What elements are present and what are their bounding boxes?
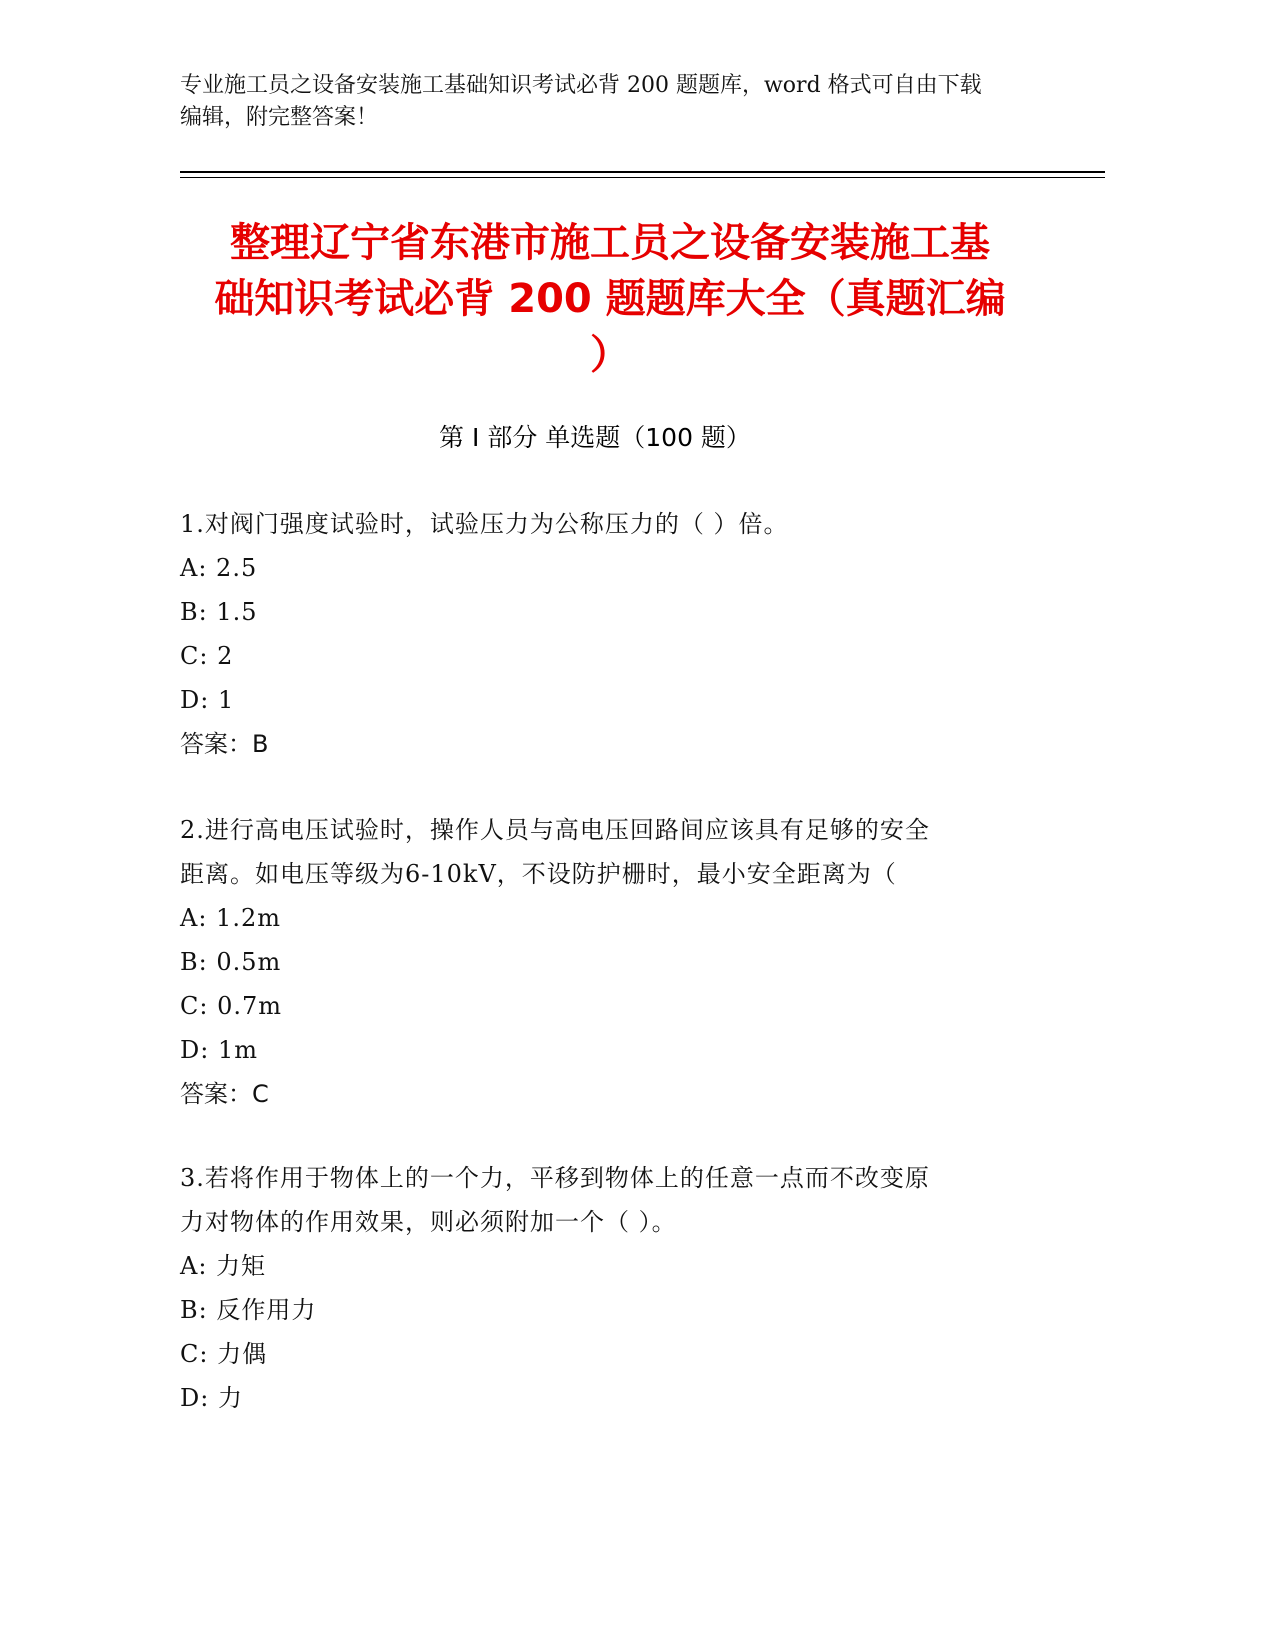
question-stem-line-2: 力对物体的作用效果，则必须附加一个（ ）。 [180,1208,677,1236]
option-b: B: 0.5m [180,948,282,976]
header-rule-thick [180,171,1105,173]
option-a: A: 1.2m [180,904,281,932]
option-c: C: 0.7m [180,992,283,1020]
title-line-2: 础知识考试必背 200 题题库大全（真题汇编 [214,276,1006,322]
header-line-2: 编辑，附完整答案！ [180,105,379,130]
answer: 答案：B [180,730,269,758]
question-stem-line-1: 3.若将作用于物体上的一个力，平移到物体上的任意一点而不改变原 [180,1164,930,1192]
question-stem: 1.对阀门强度试验时，试验压力为公称压力的（ ）倍。 [180,510,789,538]
option-a: A: 力矩 [180,1252,267,1280]
document-title [185,215,1035,383]
header-line-1: 专业施工员之设备安装施工基础知识考试必背 200 题题库，word 格式可自由下载 [180,73,982,98]
section-heading: 第 I 部分 单选题（100 题） [439,423,751,452]
option-d: D: 1 [180,686,235,714]
option-d: D: 力 [180,1384,243,1412]
question-2 [180,808,1030,1116]
header-rule-thin [180,177,1105,178]
title-line-1: 整理辽宁省东港市施工员之设备安装施工基 [230,220,990,266]
option-b: B: 反作用力 [180,1296,317,1324]
option-b: B: 1.5 [180,598,258,626]
option-d: D: 1m [180,1036,258,1064]
question-3 [180,1156,1030,1420]
question-stem-line-2: 距离。如电压等级为6-10kV，不设防护栅时，最小安全距离为（ [180,860,897,888]
option-a: A: 2.5 [180,554,258,582]
question-1 [180,502,1030,766]
title-line-3: ） [590,332,630,378]
option-c: C: 力偶 [180,1340,268,1368]
page-header [180,70,1030,134]
option-c: C: 2 [180,642,234,670]
answer: 答案：C [180,1080,269,1108]
question-stem-line-1: 2.进行高电压试验时，操作人员与高电压回路间应该具有足够的安全 [180,816,930,844]
